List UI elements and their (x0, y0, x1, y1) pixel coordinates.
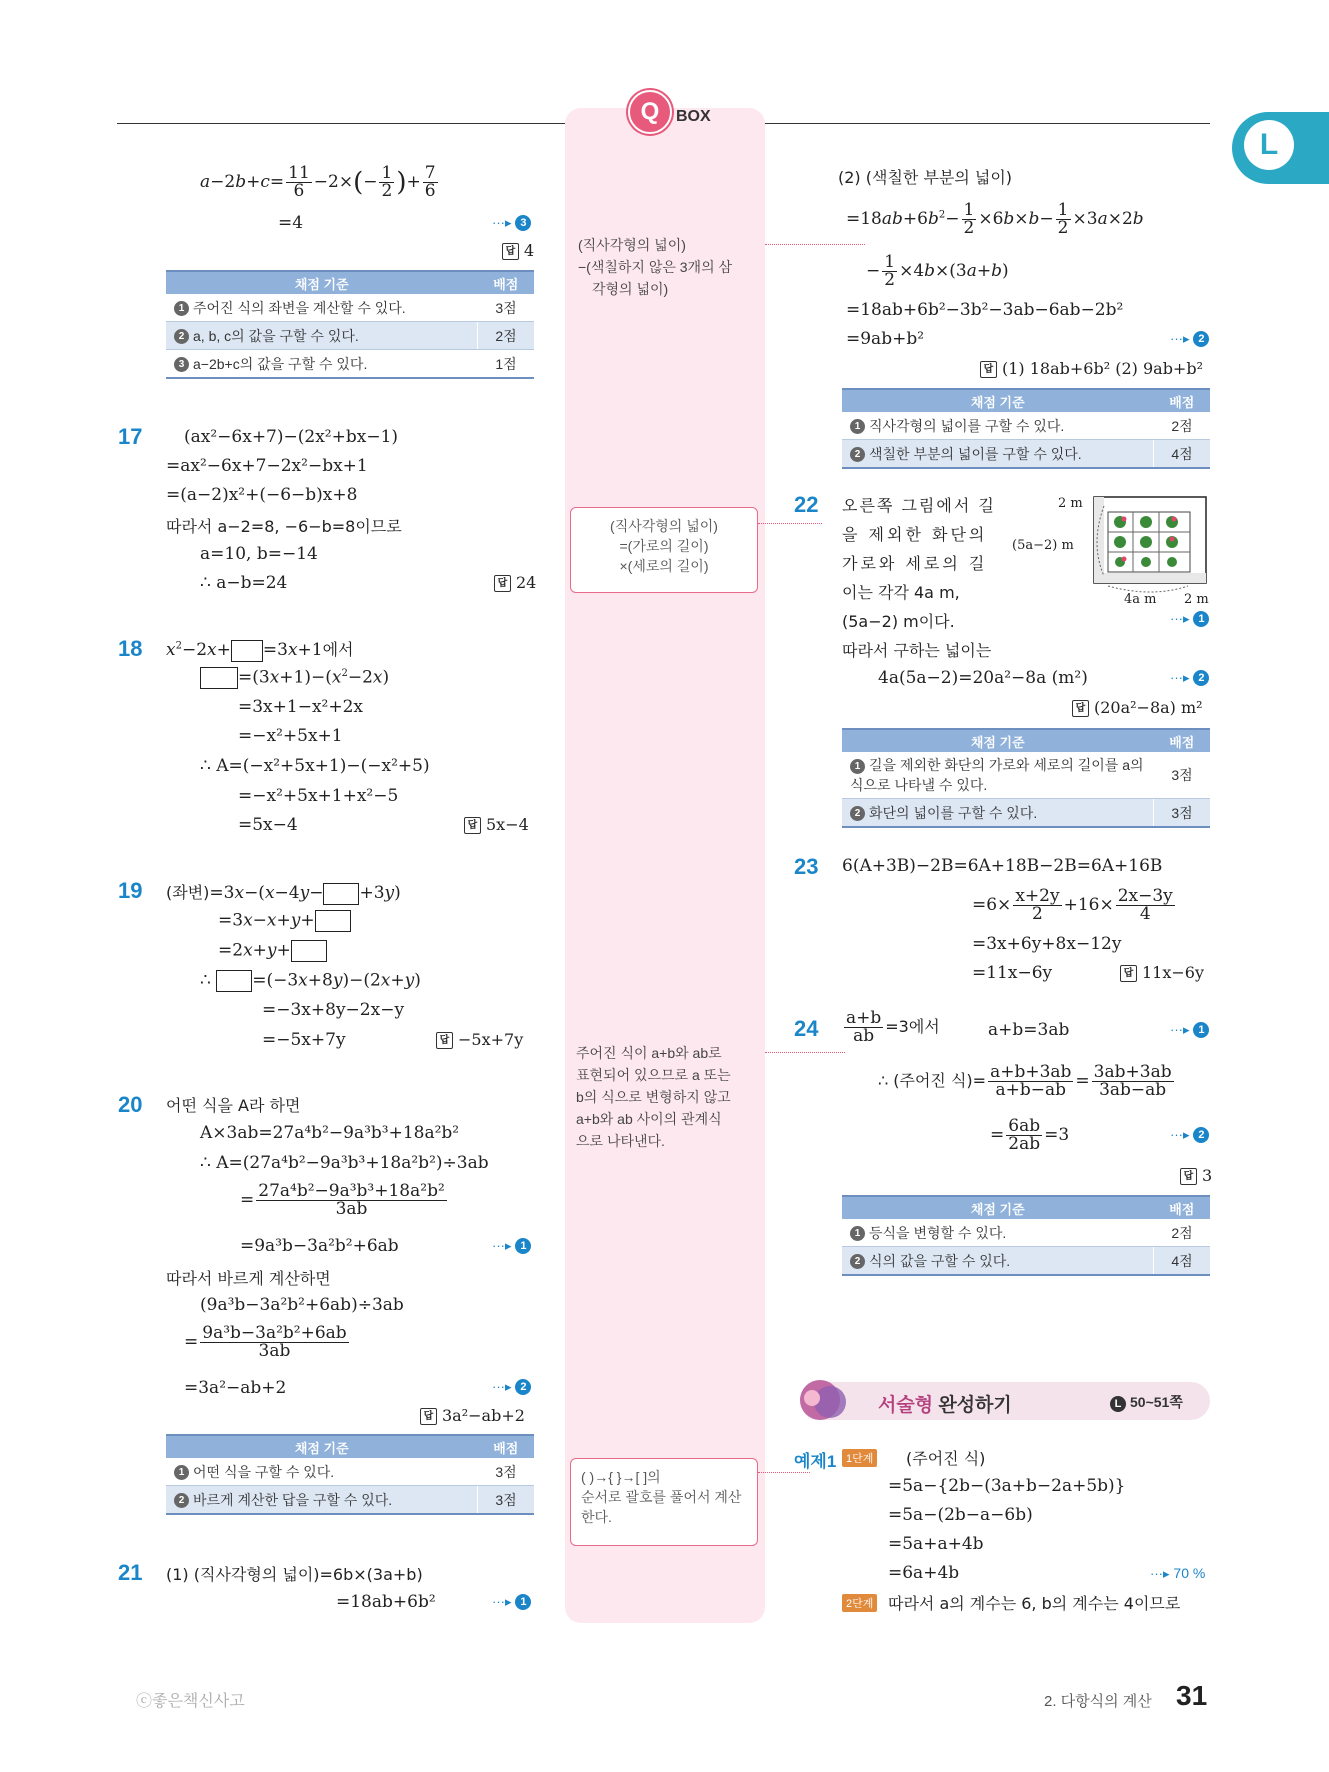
connector-3 (765, 1052, 845, 1053)
garden-svg (1012, 494, 1212, 612)
p22-line: 이는 각각 4a m, (842, 583, 960, 602)
p21-line: (1) (직사각형의 넓이)=6b×(3a+b) (166, 1565, 423, 1584)
p23-number: 23 (794, 854, 819, 879)
p17-line: =(a−2)x²+(−6−b)x+8 (166, 485, 358, 505)
qbox-note1: (직사각형의 넓이) −(색칠하지 않은 3개의 삼 각형의 넓이) (578, 237, 733, 297)
p22-line: (5a−2) m이다. (842, 612, 955, 631)
p19-answer: 답 −5x+7y (436, 1030, 523, 1049)
p18-line: =−x²+5x+1+x²−5 (238, 786, 399, 806)
p21-answer: 답 (1) 18ab+6b² (2) 9ab+b² (980, 359, 1203, 378)
step1-badge: 1단계 (842, 1449, 877, 1467)
p20-frac-line: = $\frac{\text{27a⁴b²−9a³b³+18a²b²}}{3ab}$ (240, 1181, 445, 1219)
p18-line: $x^2-2x+ =3x+1$에서 (166, 640, 354, 660)
p19-line: =−5x+7y (262, 1030, 346, 1050)
page-number: 31 (1176, 1680, 1208, 1711)
p20-line: ∴ A=(27a⁴b²−9a³b³+18a²b²)÷3ab (200, 1153, 489, 1173)
p18-line: ∴ A=(−x²+5x+1)−(−x²+5) (200, 756, 430, 776)
p20-answer: 답 3a²−ab+2 (420, 1406, 525, 1425)
connector-4 (758, 1472, 810, 1473)
p20-line: A×3ab=27a⁴b²−9a³b³+18a²b² (200, 1123, 460, 1143)
p24-line: a+b=3ab (988, 1020, 1070, 1040)
ex-line: =5a+a+4b (888, 1534, 984, 1554)
p17-number: 17 (118, 424, 143, 449)
fig-label-right-bottom: 2 m (1184, 592, 1209, 607)
p22-number: 22 (794, 492, 819, 517)
p18-number: 18 (118, 636, 143, 661)
garden-figure (1012, 494, 1212, 612)
p22-line: 가로와 세로의 길 (842, 554, 988, 573)
p22-line: 4a(5a−2)=20a²−8a (m²) (878, 668, 1088, 688)
qbox-strip (565, 108, 765, 1623)
footer-chapter: 2. 다항식의 계산 (1044, 1693, 1152, 1710)
p21-line: − $\frac{1}{2}$ ×4b×(3a+b) (866, 252, 1009, 290)
p21-criteria-table: 채점 기준 배점 1 직사각형의 넓이를 구할 수 있다. 2점 2 색칠한 부분의 넓이를 구할 수 있다. 4점 (842, 388, 1210, 469)
page-ref: L 50~51쪽 (1110, 1392, 1183, 1412)
p18-line: =−x²+5x+1 (238, 726, 343, 746)
p16-step3: ···▸ 3 (492, 214, 531, 231)
p17-line: 따라서 a−2=8, −6−b=8이므로 (166, 517, 402, 536)
p24-step2: ···▸ 2 (1170, 1126, 1209, 1143)
p19-line: ∴ =(−3x+8y)−(2x+y) (200, 970, 421, 991)
q-icon: Q (628, 90, 672, 134)
p23-answer: 답 11x−6y (1120, 963, 1204, 982)
footer-copyright: ⓒ좋은책신사고 (136, 1693, 245, 1710)
p22-criteria-table: 채점 기준 배점 1 길을 제외한 화단의 가로와 세로의 길이를 a의 식으로 나타낼 수 있다. 3점 2 화단의 넓이를 구할 수 있다. 3점 (842, 728, 1210, 828)
qbox-note3: 주어진 식이 a+b와 ab로 표현되어 있으므로 a 또는 b의 식으로 변형하지 않고 a+b와 ab 사이의 관계식 으로 나타낸다. (576, 1045, 731, 1149)
step2-badge: 2단계 (842, 1594, 877, 1612)
p24-answer: 답 3 (1180, 1166, 1212, 1185)
p24-line: $\frac{a+b}{ab}$ =3에서 (846, 1008, 940, 1046)
p24-criteria-table: 채점 기준 배점 1 등식을 변형할 수 있다. 2점 2 식의 값을 구할 수 있다. 4점 (842, 1195, 1210, 1276)
p23-line: 6(A+3B)−2B=6A+18B−2B=6A+16B (842, 856, 1163, 876)
p23-frac-line: =6× $\frac{x+2y}{2}$ +16× $\frac{2x-3y}{4}$ (972, 886, 1173, 924)
p18-line: $=(3x+1)-(x^2-2x)$ (200, 667, 389, 689)
p21-line: =18ab+6b² (336, 1592, 436, 1612)
p20-step2: ···▸ 2 (492, 1378, 531, 1395)
ex-line: =5a−(2b−a−6b) (888, 1505, 1033, 1525)
p17-answer: 답 24 (494, 573, 536, 592)
p24-number: 24 (794, 1016, 819, 1041)
p17-line: ∴ a−b=24 (200, 573, 288, 593)
score-head: 배점 (478, 271, 535, 294)
section-title: 서술형 완성하기 (878, 1395, 1012, 1416)
qbox-label: BOX (676, 108, 711, 125)
ex-percent: ···▸ 70 % (1150, 1565, 1206, 1581)
p17-line: (ax²−6x+7)−(2x²+bx−1) (184, 427, 399, 447)
example-label: 예제1 (794, 1452, 837, 1471)
ex-line: =5a−{2b−(3a+b−2a+5b)} (888, 1476, 1126, 1496)
p22-step2: ···▸ 2 (1170, 669, 1209, 686)
p21-line: $=18ab+6b^2-$ $\frac{1}{2}$ ×6b×b− $\frac{1}{2}$ ×3a×2b (846, 200, 1144, 238)
section-logo-svg (798, 1376, 850, 1424)
p19-line: (좌변)=3x−(x−4y− +3y) (166, 883, 401, 903)
p19-line: =3x−x+y+ (218, 910, 351, 932)
p20-criteria-table: 채점 기준 배점 1 어떤 식을 구할 수 있다. 3점 2 바르게 계산한 답을 구할 수 있다. 3점 (166, 1434, 534, 1515)
p21-line: =9ab+b² (846, 329, 925, 349)
connector-2 (758, 523, 822, 524)
p23-line: =11x−6y (972, 963, 1053, 983)
p21-number: 21 (118, 1560, 143, 1585)
p22-line: 을 제외한 화단의 (842, 525, 988, 544)
p22-answer: 답 (20a²−8a) m² (1072, 698, 1203, 717)
p20-line: (9a³b−3a²b²+6ab)÷3ab (200, 1295, 404, 1315)
connector-1 (765, 244, 865, 245)
top-rule-right (765, 123, 1210, 124)
fig-label-bottom: 4a m (1124, 592, 1157, 607)
p20-line: =3a²−ab+2 (184, 1378, 287, 1398)
p21-line: (2) (색칠한 부분의 넓이) (838, 168, 1013, 187)
section-logo (798, 1376, 850, 1424)
p23-line: =3x+6y+8x−12y (972, 934, 1122, 954)
p18-line: =3x+1−x²+2x (238, 697, 364, 717)
p17-line: =ax²−6x+7−2x²−bx+1 (166, 456, 368, 476)
p19-line: =2x+y+ (218, 940, 327, 962)
p21-line: =18ab+6b²−3b²−3ab−6ab−2b² (846, 300, 1124, 320)
ex-line: =6a+4b (888, 1563, 960, 1583)
top-rule-left (117, 123, 565, 124)
p22-line: 따라서 구하는 넓이는 (842, 641, 992, 660)
p16-answer: 답 4 (502, 241, 534, 260)
p20-step1: ···▸ 1 (492, 1237, 531, 1254)
fig-label-top: 2 m (1058, 496, 1083, 511)
p24-step1: ···▸ 1 (1170, 1021, 1209, 1038)
fig-label-left: (5a−2) m (1012, 538, 1074, 553)
p18-line: =5x−4 (238, 815, 298, 835)
ex-line: 따라서 a의 계수는 6, b의 계수는 4이므로 (888, 1594, 1181, 1613)
p20-line: =9a³b−3a²b²+6ab (240, 1236, 399, 1256)
qbox-box4: ( )→{ }→[ ]의 순서로 괄호를 풀어서 계산 한다. (570, 1458, 758, 1546)
p22-line: 오른쪽 그림에서 길 (842, 496, 996, 515)
p20-number: 20 (118, 1092, 143, 1117)
p16-line2: =4 (278, 213, 304, 233)
p20-line: 어떤 식을 A라 하면 (166, 1096, 301, 1115)
p21-step1: ···▸ 1 (492, 1593, 531, 1610)
p20-line: 따라서 바르게 계산하면 (166, 1269, 331, 1288)
qbox-box2: (직사각형의 넓이) =(가로의 길이) ×(세로의 길이) (570, 507, 758, 593)
p18-answer: 답 5x−4 (464, 815, 529, 834)
p21-step2: ···▸ 2 (1170, 330, 1209, 347)
p24-line: = $\frac{6ab}{2ab}$ =3 (990, 1116, 1070, 1154)
p20-frac-line: = $\frac{\text{9a³b−3a²b²+6ab}}{3ab}$ (184, 1323, 347, 1361)
criteria-head: 채점 기준 (166, 271, 478, 294)
chapter-tab-circle: L (1244, 120, 1294, 170)
p24-line: ∴ (주어진 식)= $\frac{a+b+3ab}{a+b-ab}$ = $\frac{3ab+3ab}{3ab-ab}$ (878, 1062, 1172, 1100)
p22-step1: ···▸ 1 (1170, 610, 1209, 627)
p19-number: 19 (118, 878, 143, 903)
p19-line: =−3x+8y−2x−y (262, 1000, 405, 1020)
p17-line: a=10, b=−14 (200, 544, 318, 564)
p16-line1: a−2b+c= $\frac{11}{6}$ −2×(− $\frac{1}{2}$ )+ $\frac{7}{6}$ (200, 163, 436, 201)
ex-line: (주어진 식) (906, 1449, 986, 1468)
p16-criteria-table: 채점 기준 배점 1 주어진 식의 좌변을 계산할 수 있다. 3점 2 a, b, c의 값을 구할 수 있다. 2점 3 a−2b+c의 값을 구할 수 있다. 1점 (166, 270, 534, 379)
